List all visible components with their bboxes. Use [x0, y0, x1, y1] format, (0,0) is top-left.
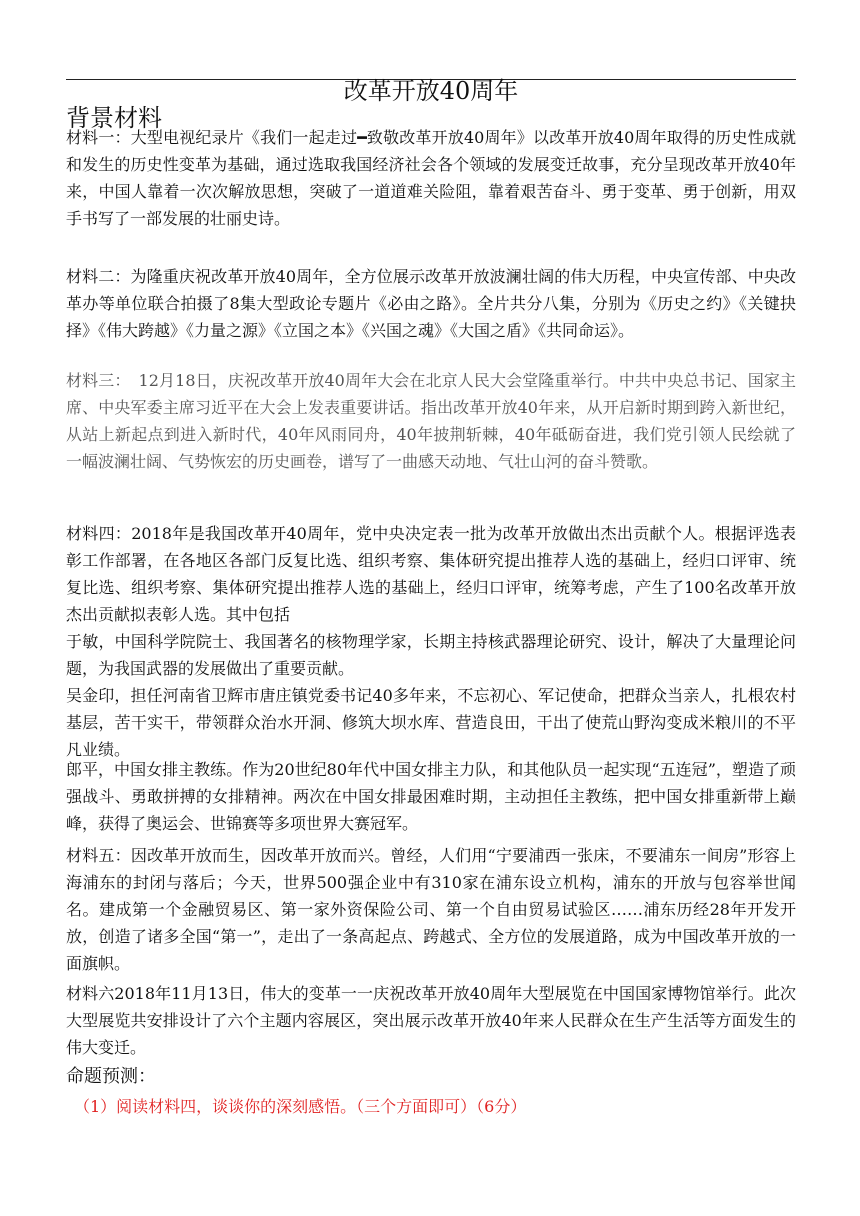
document-title: 改革开放40周年: [343, 77, 519, 105]
prediction-heading: 命题预测：: [66, 1066, 156, 1087]
section-heading: 背景材料: [66, 104, 162, 132]
material-four: 材料四：2018年是我国改革开40周年，党中央决定表一批为改革开放做出杰出贡献个人。根据评选表彰工作部署，在各地区各部门反复比选、组织考察、集体研究提出推荐人选的基础上，经归口评审、统复比选、组织考察、集体研究提出推荐人选的基础上，经归口评审，统筹考虑，产生了100名改革开放杰出贡献拟表彰人选。其中包括: [66, 524, 796, 624]
material-two: 材料二：为隆重庆祝改革开放40周年，全方位展示改革开放波澜壮阔的伟大历程，中央宣传部、中央改革办等单位联合拍摄了8集大型政论专题片《必由之路》。全片共分八集，分别为《历史之约》《关键抉择》《伟大跨越》《力量之源》《立国之本》《兴国之魂》《大国之盾》《共同命运》。: [66, 267, 796, 340]
material-five: 材料五：因改革开放而生，因改革开放而兴。曾经，人们用“宁要浦西一张床，不要浦东一间房”形容上海浦东的封闭与落后；今天，世界500强企业中有310家在浦东设立机构，浦东的开放与包容举世闻名。建成第一个金融贸易区、第一家外资保险公司、第一个自由贸易试验区……浦东历经28年开发开放，创造了诸多全国“第一”，走出了一条高起点、跨越式、全方位的发展道路，成为中国改革开放的一面旗帜。: [66, 846, 796, 973]
question-one: （1）阅读材料四，谈谈你的深刻感悟。（三个方面即可）（6分）: [74, 1097, 527, 1116]
material-three: 材料三： 12月18日，庆祝改革开放40周年大会在北京人民大会堂隆重举行。中共中央总书记、国家主席、中央军委主席习近平在大会上发表重要讲话。指出改革开放40年来，从开启新时期到跨入新世纪，从站上新起点到进入新时代，40年风雨同舟，40年披荆斩棘，40年砥砺奋进，我们党引领人民绘就了一幅波澜壮阔、气势恢宏的历史画卷，谱写了一曲感天动地、气壮山河的奋斗赞歌。: [66, 371, 796, 471]
material-six: 材料六2018年11月13日，伟大的变革一一庆祝改革开放40周年大型展览在中国国家博物馆举行。此次大型展览共安排设计了六个主题内容展区，突出展示改革开放40年来人民群众在生产生活等方面发生的伟大变迁。: [66, 984, 796, 1057]
material-four-lang-ping: 郎平，中国女排主教练。作为20世纪80年代中国女排主力队，和其他队员一起实现“五连冠”，塑造了顽强战斗、勇敢拼搏的女排精神。两次在中国女排最困难时期，主动担任主教练，把中国女排重新带上巅峰，获得了奥运会、世锦赛等多项世界大赛冠军。: [66, 760, 796, 833]
material-four-yu-min: 于敏，中国科学院院士、我国著名的核物理学家，长期主持核武器理论研究、设计，解决了大量理论问题，为我国武器的发展做出了重要贡献。: [66, 632, 796, 678]
material-one: 材料一：大型电视纪录片《我们一起走过━致敬改革开放40周年》以改革开放40周年取得的历史性成就和发生的历史性变革为基础，通过选取我国经济社会各个领域的发展变迁故事，充分呈现改革开放40年来，中国人靠着一次次解放思想，突破了一道道难关险阻，靠着艰苦奋斗、勇于变革、勇于创新，用双手书写了一部发展的壮丽史诗。: [66, 128, 796, 228]
material-four-wu-jinyin: 吴金印，担任河南省卫辉市唐庄镇党委书记40多年来，不忘初心、军记使命，把群众当亲人，扎根农村基层，苦干实干，带领群众治水开洞、修筑大坝水库、营造良田，干出了使荒山野沟变成米粮川的不平凡业绩。: [66, 686, 796, 759]
